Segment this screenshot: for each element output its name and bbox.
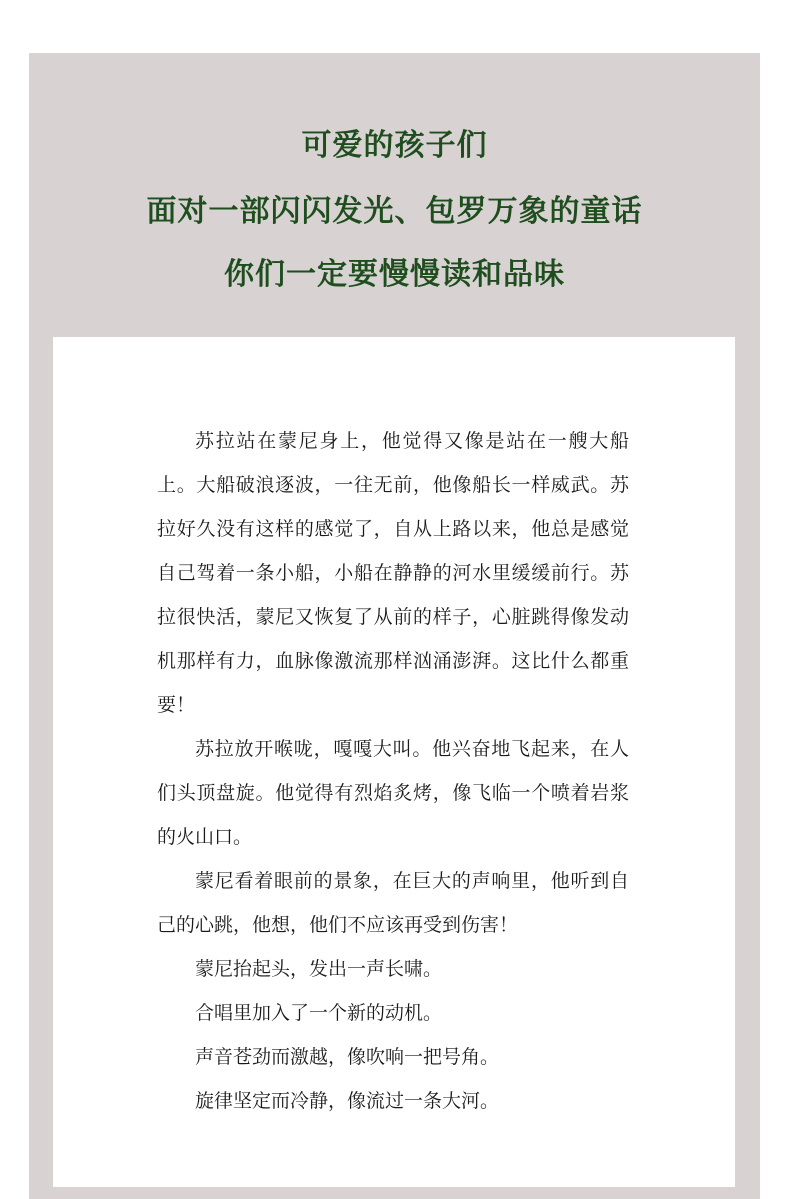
paragraph: 苏拉站在蒙尼身上，他觉得又像是站在一艘大船上。大船破浪逐波，一往无前，他像船长一样威武。苏拉好久没有这样的感觉了，自从上路以来，他总是感觉自己驾着一条小船，小船在静静的河水里缓缓前行。苏拉很快活，蒙尼又恢复了从前的样子，心脏跳得像发动机那样有力，血脉像激流那样汹涌澎湃。这比什么都重要！ xyxy=(157,430,629,716)
headline-line-3: 你们一定要慢慢读和品味 xyxy=(224,257,565,292)
excerpt-text xyxy=(157,419,629,1123)
page-panel xyxy=(29,53,760,1199)
headline-line-2: 面对一部闪闪发光、包罗万象的童话 xyxy=(146,194,643,229)
paragraph: 声音苍劲而激越，像吹响一把号角。 xyxy=(195,1046,500,1068)
excerpt-card xyxy=(53,337,735,1187)
headline-line-1: 可爱的孩子们 xyxy=(301,128,488,163)
paragraph: 旋律坚定而冷静，像流过一条大河。 xyxy=(195,1090,500,1112)
paragraph: 蒙尼抬起头，发出一声长啸。 xyxy=(195,958,443,980)
paragraph: 合唱里加入了一个新的动机。 xyxy=(195,1002,443,1024)
paragraph: 蒙尼看着眼前的景象，在巨大的声响里，他听到自己的心跳，他想，他们不应该再受到伤害！ xyxy=(157,870,629,936)
paragraph: 苏拉放开喉咙，嘎嘎大叫。他兴奋地飞起来，在人们头顶盘旋。他觉得有烈焰炙烤，像飞临一个喷着岩浆的火山口。 xyxy=(157,738,629,848)
